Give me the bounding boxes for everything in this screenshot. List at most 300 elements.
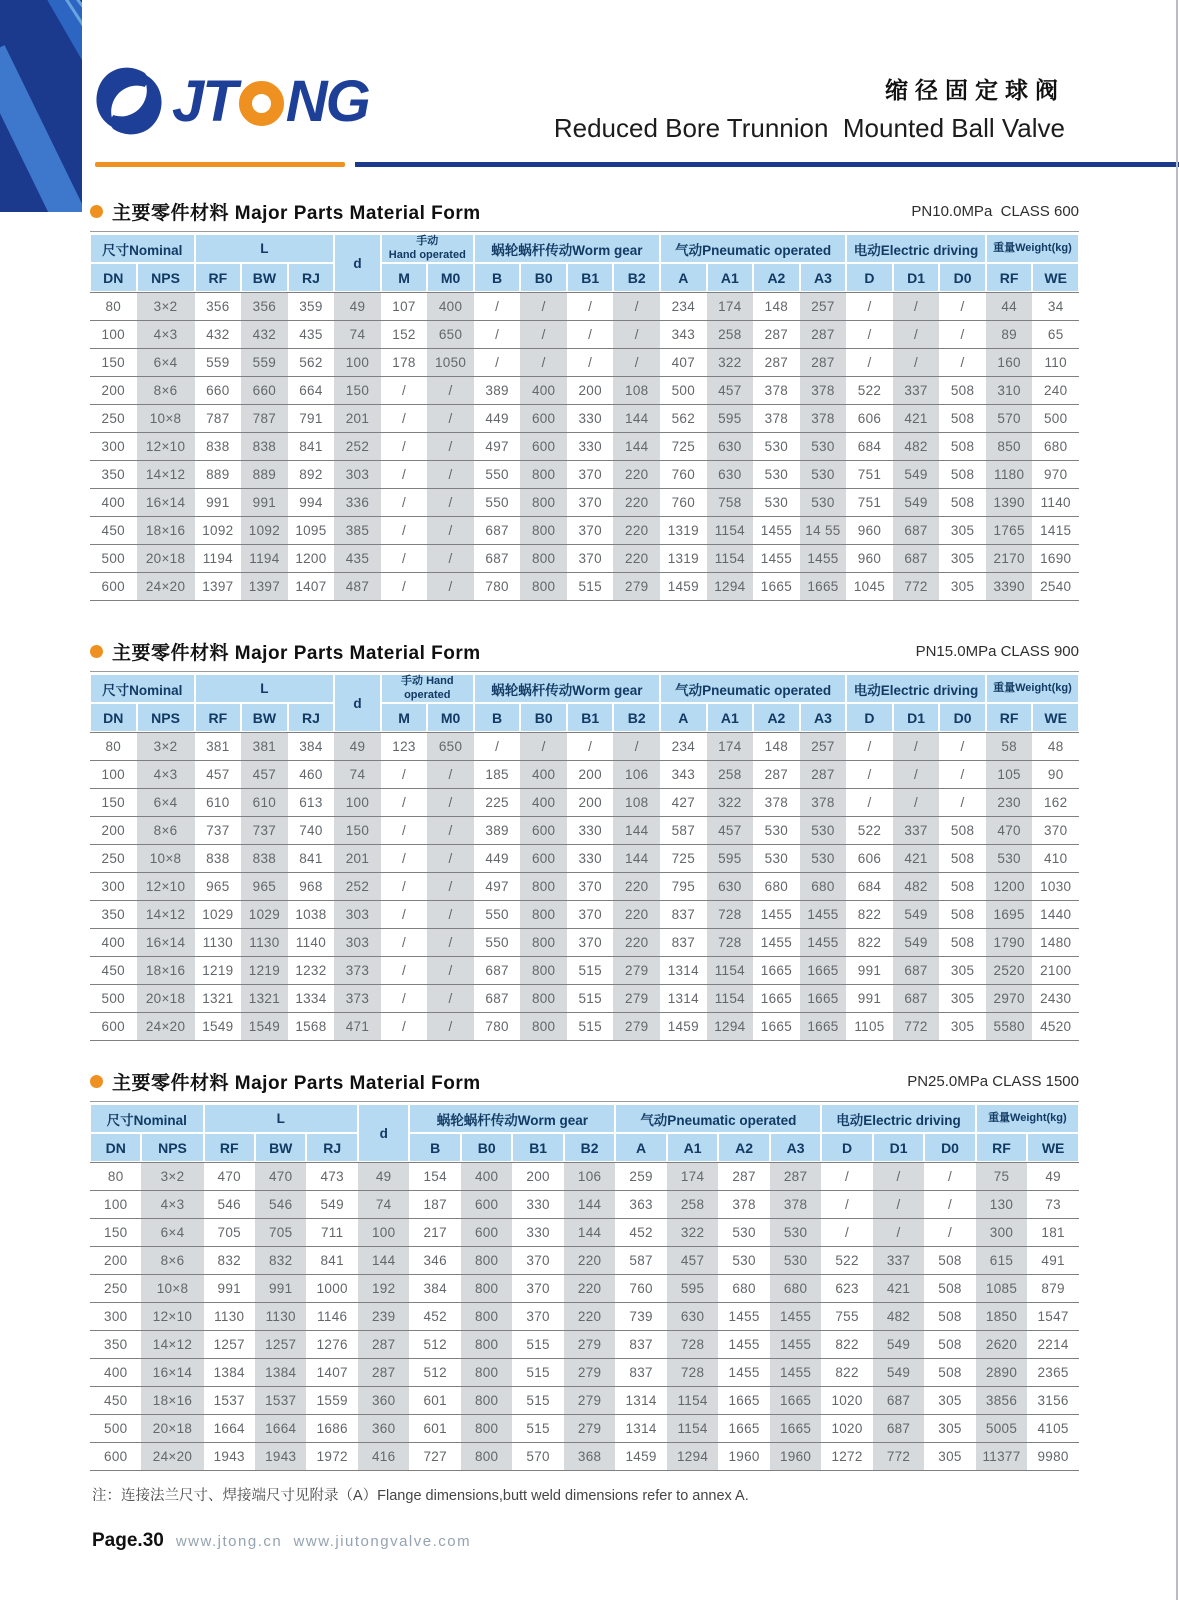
data-cell: 800 [520,1013,567,1041]
column-header: D0 [939,703,986,732]
page-titles [554,72,1065,144]
column-group-header: 重量Weight(kg) [986,674,1079,703]
data-cell: 739 [615,1303,666,1331]
data-cell: 600 [90,1443,141,1471]
data-cell: 1000 [306,1275,357,1303]
data-cell: 1664 [204,1415,255,1443]
table-row [90,405,1079,433]
data-cell: / [381,1013,428,1041]
data-cell: 250 [90,405,137,433]
data-cell: / [613,292,660,321]
data-cell: 178 [381,349,428,377]
data-cell: 965 [195,873,242,901]
data-cell: 378 [800,789,847,817]
data-cell: / [893,292,940,321]
data-cell: 841 [288,433,335,461]
data-cell: 508 [924,1331,975,1359]
data-cell: 725 [660,845,707,873]
data-cell: 144 [613,845,660,873]
data-cell: / [846,732,893,761]
data-cell: 1665 [753,985,800,1013]
data-cell: 49 [334,732,381,761]
data-cell: 24×20 [137,573,195,601]
data-cell: 370 [567,489,614,517]
data-cell: 80 [90,732,137,761]
data-cell: 800 [461,1443,512,1471]
data-cell: 1319 [660,517,707,545]
data-cell: 303 [334,901,381,929]
data-cell: 1790 [986,929,1033,957]
data-cell: 1020 [821,1415,872,1443]
data-cell: 3×2 [137,292,195,321]
column-header: A1 [707,263,754,292]
data-cell: 800 [461,1359,512,1387]
data-cell: 337 [893,817,940,845]
data-cell: 384 [288,732,335,761]
data-cell: 606 [846,845,893,873]
data-cell: 1314 [615,1415,666,1443]
data-cell: 991 [195,489,242,517]
column-header: B [474,263,521,292]
data-cell: 1030 [1032,873,1079,901]
data-cell: 687 [893,545,940,573]
data-cell: 800 [461,1247,512,1275]
data-cell: 144 [613,817,660,845]
column-header: A2 [718,1133,769,1162]
data-cell: 322 [707,349,754,377]
column-group-header: d [358,1104,409,1162]
data-cell: 687 [893,517,940,545]
data-cell: 192 [358,1275,409,1303]
table-row [90,957,1079,985]
data-cell: 370 [567,545,614,573]
data-cell: 8×6 [141,1247,203,1275]
data-cell: 530 [753,489,800,517]
data-cell: 305 [939,985,986,1013]
column-header: B [474,703,521,732]
data-cell: 832 [204,1247,255,1275]
data-cell: 378 [753,405,800,433]
data-cell: 595 [707,405,754,433]
table-row [90,1303,1079,1331]
data-cell: 530 [800,461,847,489]
data-cell: 687 [474,545,521,573]
data-cell: 1095 [288,517,335,545]
data-cell: 660 [241,377,288,405]
data-cell: 2540 [1032,573,1079,601]
data-cell: 1314 [615,1387,666,1415]
data-cell: 515 [567,1013,614,1041]
data-cell: 287 [800,321,847,349]
data-cell: 1020 [821,1387,872,1415]
data-cell: 90 [1032,761,1079,789]
sub-header-row [90,1133,1079,1162]
data-cell: 457 [707,817,754,845]
data-cell: 107 [381,292,428,321]
data-cell: 356 [195,292,242,321]
data-cell: 14 55 [800,517,847,545]
data-cell: 6×4 [141,1219,203,1247]
data-cell: 330 [512,1191,563,1219]
data-cell: 508 [939,433,986,461]
data-cell: 220 [613,929,660,957]
data-cell: 800 [520,873,567,901]
data-cell: 450 [90,1387,141,1415]
data-cell: 8×6 [137,817,195,845]
data-cell: / [567,349,614,377]
data-cell: / [381,461,428,489]
data-cell: 359 [288,292,335,321]
data-cell: 336 [334,489,381,517]
data-cell: 2365 [1027,1359,1079,1387]
data-cell: 360 [358,1415,409,1443]
data-cell: 1547 [1027,1303,1079,1331]
data-cell: 18×16 [141,1387,203,1415]
data-cell: 220 [613,489,660,517]
data-cell: / [567,292,614,321]
data-cell: / [821,1191,872,1219]
data-cell: / [613,321,660,349]
column-group-header: 蜗轮蜗杆传动Worm gear [474,674,660,703]
data-cell: 287 [718,1162,769,1191]
data-cell: 500 [90,545,137,573]
column-group-header: 气动Pneumatic operated [660,674,846,703]
data-cell: 144 [613,405,660,433]
data-cell: 287 [753,761,800,789]
data-cell: 14×12 [137,461,195,489]
data-cell: / [427,573,474,601]
data-cell: 432 [241,321,288,349]
jtong-swirl-icon [90,62,168,140]
data-cell: 562 [288,349,335,377]
data-cell: 570 [986,405,1033,433]
data-cell: 1314 [660,957,707,985]
data-cell: 530 [753,461,800,489]
data-cell: 73 [1027,1191,1079,1219]
data-cell: 457 [241,761,288,789]
data-cell: 687 [893,985,940,1013]
data-cell: 300 [90,1303,141,1331]
data-cell: 1029 [241,901,288,929]
column-header: A3 [800,263,847,292]
data-cell: 1943 [204,1443,255,1471]
data-cell: 473 [306,1162,357,1191]
data-cell: 250 [90,845,137,873]
data-cell: 1415 [1032,517,1079,545]
data-cell: 1480 [1032,929,1079,957]
data-cell: / [567,732,614,761]
column-header: M0 [427,703,474,732]
data-cell: 16×14 [137,489,195,517]
data-cell: 613 [288,789,335,817]
data-cell: 1154 [667,1415,718,1443]
data-cell: 305 [924,1415,975,1443]
column-header: RJ [288,263,335,292]
data-cell: 220 [613,901,660,929]
data-cell: 310 [986,377,1033,405]
data-cell: 346 [409,1247,460,1275]
data-cell: 570 [512,1443,563,1471]
column-group-header: 重量Weight(kg) [976,1104,1079,1133]
data-cell: / [873,1219,924,1247]
data-cell: / [381,489,428,517]
data-cell: 106 [564,1162,615,1191]
column-group-header: 电动Electric driving [821,1104,975,1133]
data-cell: 1257 [204,1331,255,1359]
data-cell: 1085 [976,1275,1027,1303]
data-cell: 530 [800,433,847,461]
table-row [90,489,1079,517]
column-header: B2 [613,703,660,732]
data-cell: 20×18 [137,985,195,1013]
data-cell: 787 [195,405,242,433]
data-cell: 892 [288,461,335,489]
data-cell: 4520 [1032,1013,1079,1041]
data-cell: 200 [90,377,137,405]
data-cell: 150 [334,817,381,845]
data-cell: 751 [846,489,893,517]
data-cell: 2520 [986,957,1033,985]
data-cell: 760 [660,489,707,517]
data-cell: 1665 [770,1387,821,1415]
data-cell: / [427,545,474,573]
data-cell: 601 [409,1415,460,1443]
data-cell: 687 [893,957,940,985]
data-cell: 1257 [255,1331,306,1359]
data-cell: 800 [520,461,567,489]
data-cell: 530 [986,845,1033,873]
data-cell: 1219 [241,957,288,985]
data-cell: 305 [924,1387,975,1415]
table-row [90,573,1079,601]
footer-page-number: Page.30 [92,1530,164,1551]
data-cell: 400 [520,789,567,817]
table-row [90,873,1079,901]
data-cell: 400 [90,1359,141,1387]
data-cell: / [520,732,567,761]
data-cell: 787 [241,405,288,433]
data-cell: 1397 [241,573,288,601]
data-cell: 705 [255,1219,306,1247]
band-stripe [0,45,82,212]
data-cell: 343 [660,761,707,789]
table-row [90,377,1079,405]
data-cell: 300 [90,873,137,901]
data-cell: / [924,1162,975,1191]
table-row [90,1247,1079,1275]
data-cell: 1321 [195,985,242,1013]
data-cell: 287 [358,1331,409,1359]
data-cell: 680 [718,1275,769,1303]
data-cell: 482 [873,1303,924,1331]
data-cell: 791 [288,405,335,433]
data-cell: 200 [90,1247,141,1275]
data-cell: 595 [707,845,754,873]
data-cell: 378 [753,377,800,405]
data-cell: 350 [90,1331,141,1359]
table-row [90,292,1079,321]
data-cell: 378 [753,789,800,817]
data-cell: / [427,789,474,817]
data-cell: 838 [195,845,242,873]
data-cell: 1665 [753,957,800,985]
data-cell: 322 [667,1219,718,1247]
data-cell: 2100 [1032,957,1079,985]
data-cell: 2970 [986,985,1033,1013]
table-row [90,1191,1079,1219]
data-cell: 5580 [986,1013,1033,1041]
column-header: A3 [770,1133,821,1162]
data-cell: / [427,761,474,789]
data-cell: 546 [255,1191,306,1219]
data-cell: 772 [893,1013,940,1041]
data-cell: / [427,517,474,545]
data-cell: 687 [474,985,521,1013]
data-cell: 630 [707,461,754,489]
data-cell: 144 [613,433,660,461]
data-cell: 725 [660,433,707,461]
material-table-section-1 [90,196,1079,601]
data-cell: / [893,732,940,761]
data-cell: / [381,405,428,433]
data-cell: 500 [90,985,137,1013]
data-cell: 595 [667,1275,718,1303]
data-cell: 650 [427,732,474,761]
data-cell: / [474,349,521,377]
data-cell: 389 [474,377,521,405]
data-cell: 9980 [1027,1443,1079,1471]
data-cell: 450 [90,517,137,545]
data-cell: 1665 [800,573,847,601]
column-header: RF [976,1133,1027,1162]
data-cell: 1664 [255,1415,306,1443]
data-cell: 279 [564,1359,615,1387]
column-group-header: 尺寸Nominal [90,674,195,703]
data-cell: 991 [241,489,288,517]
page-footer [92,1530,471,1552]
data-cell: 960 [846,545,893,573]
data-cell: 144 [564,1191,615,1219]
column-header: M [381,263,428,292]
table-row [90,545,1079,573]
data-cell: 515 [512,1359,563,1387]
data-cell: / [427,845,474,873]
data-cell: 201 [334,845,381,873]
data-cell: 1695 [986,901,1033,929]
data-cell: 965 [241,873,288,901]
data-cell: 1455 [800,545,847,573]
table-row [90,985,1079,1013]
data-cell: 1459 [660,1013,707,1041]
data-cell: 279 [613,985,660,1013]
section-header [90,1066,1079,1096]
data-cell: 550 [474,901,521,929]
data-cell: 1665 [753,573,800,601]
data-cell: 154 [409,1162,460,1191]
data-cell: 772 [873,1443,924,1471]
page-title-zh: 缩径固定球阀 [885,77,1065,103]
data-cell: 660 [195,377,242,405]
column-header: A [660,703,707,732]
column-header: NPS [137,703,195,732]
group-header-row [90,1104,1079,1133]
column-group-header: 气动Pneumatic operated [660,234,846,263]
section-bullet-icon [90,1075,103,1088]
data-cell: 150 [334,377,381,405]
data-cell: 360 [358,1387,409,1415]
data-cell: 1154 [707,517,754,545]
data-cell: 305 [939,573,986,601]
data-cell: 760 [660,461,707,489]
data-cell: 600 [520,405,567,433]
data-cell: 217 [409,1219,460,1247]
column-group-header: d [334,674,381,732]
data-cell: 123 [381,732,428,761]
data-cell: / [873,1191,924,1219]
column-header: RF [986,703,1033,732]
column-group-header: 尺寸Nominal [90,1104,204,1133]
data-cell: 2214 [1027,1331,1079,1359]
data-cell: 1180 [986,461,1033,489]
data-cell: / [381,817,428,845]
column-header: B [409,1133,460,1162]
data-cell: 187 [409,1191,460,1219]
data-cell: 1455 [753,901,800,929]
data-cell: 257 [800,292,847,321]
data-cell: 370 [512,1303,563,1331]
data-cell: 530 [800,489,847,517]
data-cell: 370 [512,1275,563,1303]
data-cell: 1140 [288,929,335,957]
data-cell: 515 [512,1415,563,1443]
data-cell: 305 [924,1443,975,1471]
data-cell: 822 [846,901,893,929]
data-cell: 220 [613,517,660,545]
data-cell: 530 [800,817,847,845]
table-row [90,901,1079,929]
data-cell: 150 [90,789,137,817]
data-cell: / [427,489,474,517]
data-cell: 1397 [195,573,242,601]
data-cell: 512 [409,1359,460,1387]
table-row [90,349,1079,377]
data-cell: 650 [427,321,474,349]
data-cell: 300 [90,433,137,461]
data-cell: 664 [288,377,335,405]
data-cell: 1334 [288,985,335,1013]
data-cell: 800 [461,1331,512,1359]
data-cell: 800 [520,901,567,929]
data-cell: 1549 [241,1013,288,1041]
table-top-rule [90,1101,1079,1102]
data-cell: 508 [939,873,986,901]
table-row [90,732,1079,761]
data-cell: 1850 [976,1303,1027,1331]
divider-blue [355,162,1179,167]
data-cell: / [474,732,521,761]
data-cell: 2890 [976,1359,1027,1387]
data-cell: 100 [334,789,381,817]
data-cell: 889 [241,461,288,489]
column-header: A3 [800,703,847,732]
data-cell: 34 [1032,292,1079,321]
data-cell: 550 [474,489,521,517]
data-cell: 1390 [986,489,1033,517]
data-cell: 384 [409,1275,460,1303]
data-cell: 2430 [1032,985,1079,1013]
data-cell: 606 [846,405,893,433]
data-cell: 220 [564,1303,615,1331]
